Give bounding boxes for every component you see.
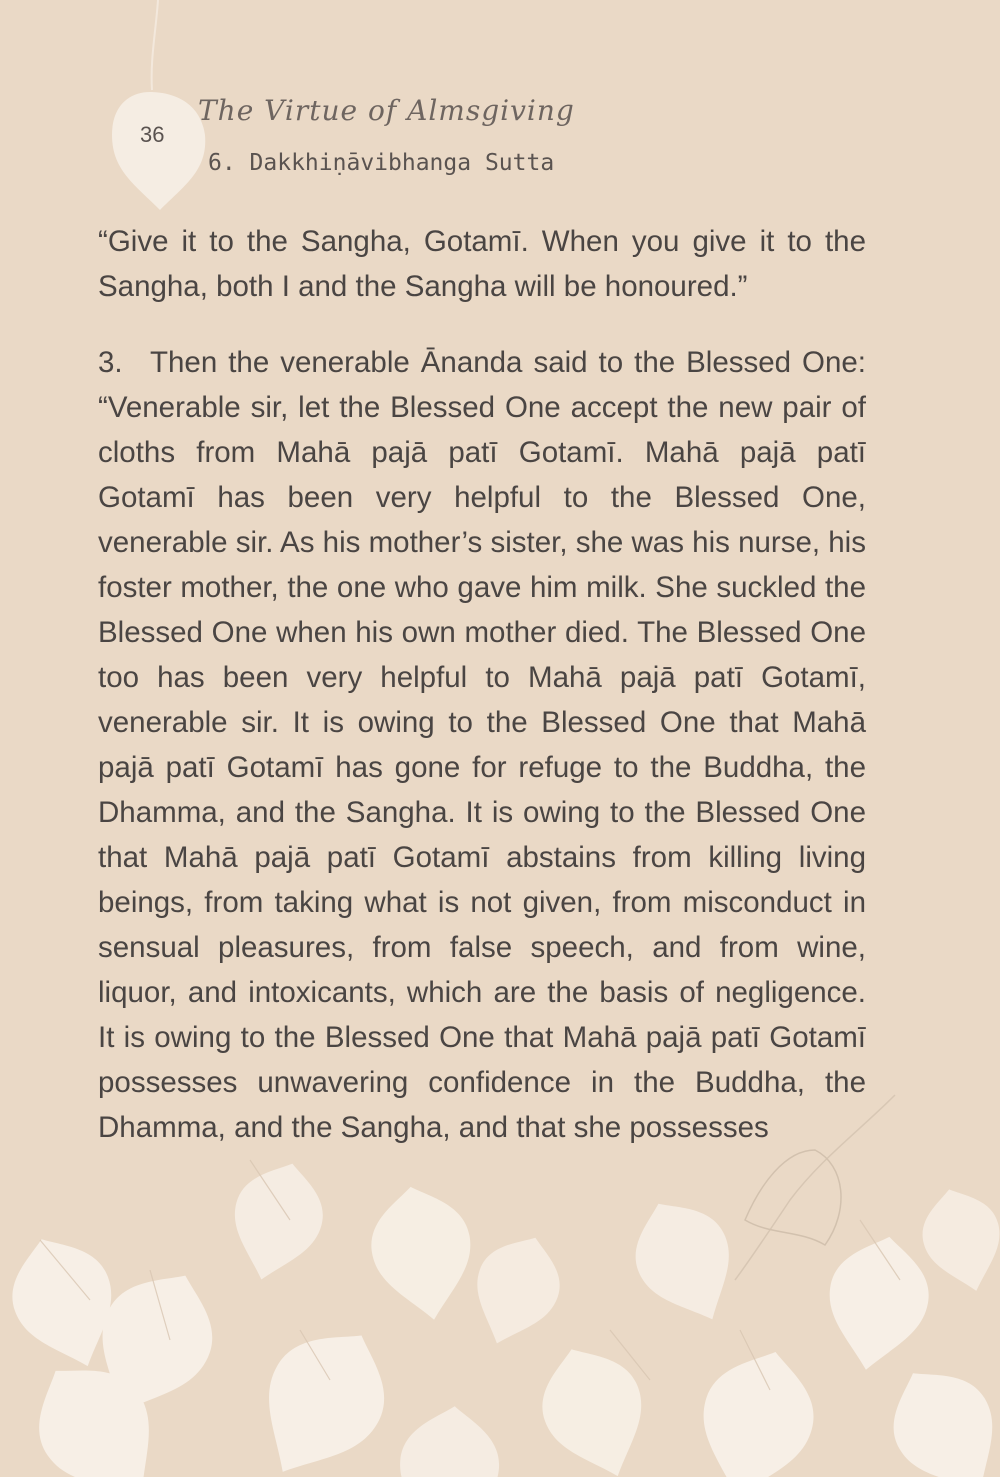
paragraph-number: 3. xyxy=(98,346,123,379)
paragraph-2-text: Then the venerable Ānanda said to the Blessed One: “Venerable sir, let the Blessed One accept the new pair of cloths from Mahā pajā patī Gotamī. Mahā pajā patī Gotamī has been very helpful to the Blessed One, venerable sir. As his mother’s sister, she was his nurse, his foster mother, the one who gave him milk. She suckled the Blessed One when his own mother died. The Blessed One too has been very helpful to Mahā pajā patī Gotamī, venerable sir. It is owing to the Blessed One that Mahā pajā patī Gotamī has gone for refuge to the Buddha, the Dhamma, and the Sangha. It is owing to the Blessed One that Mahā pajā patī Gotamī abstains from killing living beings, from taking what is not given, from misconduct in sensual pleasures, from false speech, and from wine, liquor, and intoxicants, which are the basis of negligence. It is owing to the Blessed One that Mahā pajā patī Gotamī possesses unwavering confidence in the Buddha, the Dhamma, and the Sangha, and that she possesses xyxy=(98,346,866,1144)
page-number: 36 xyxy=(140,122,165,147)
header-leaf-icon xyxy=(112,0,205,210)
bottom-leaves-icon xyxy=(0,1152,1000,1477)
paragraph-1: “Give it to the Sangha, Gotamī. When you give it to the Sangha, both I and the Sangha will be honoured.” xyxy=(98,225,866,303)
paragraph-2 xyxy=(98,340,866,1150)
book-title: The Virtue of Almsgiving xyxy=(198,94,575,127)
chapter-title: 6. Dakkhiṇāvibhanga Sutta xyxy=(208,150,555,176)
